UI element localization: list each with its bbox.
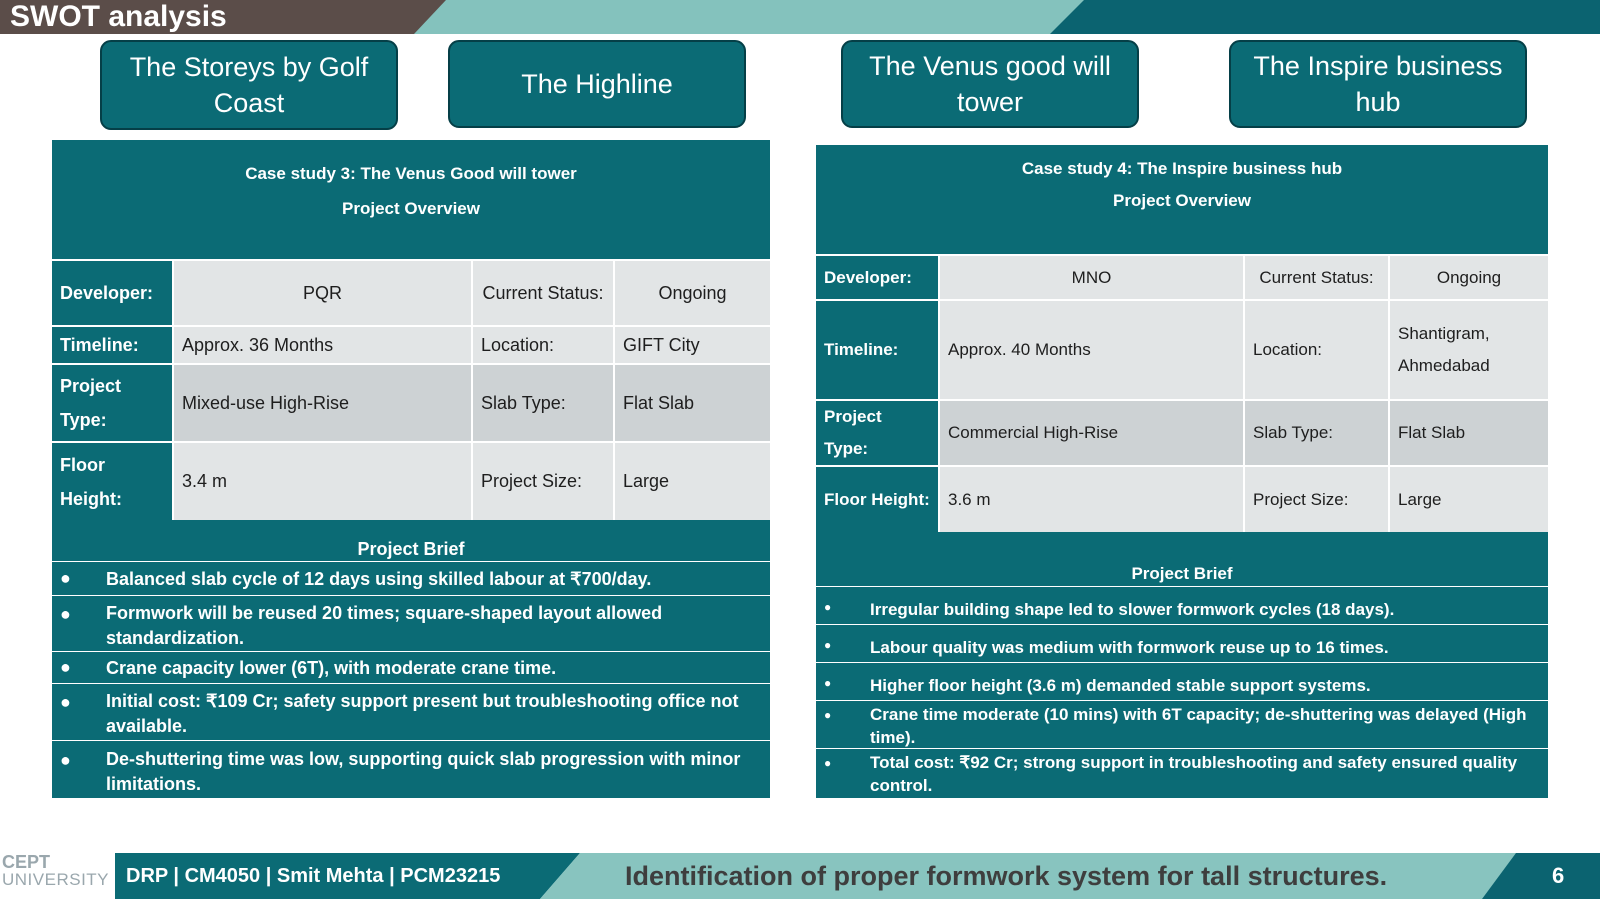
case-study-4-overview-label: Project Overview bbox=[1113, 191, 1251, 210]
list-item bbox=[52, 683, 770, 741]
tab-storeys[interactable]: The Storeys by Golf Coast bbox=[100, 40, 398, 130]
project-brief-title: Project Brief bbox=[357, 539, 465, 559]
timeline-value: Approx. 36 Months bbox=[173, 326, 472, 364]
brief-item-text: Total cost: ₹92 Cr; strong support in troubleshooting and safety ensured quality control. bbox=[870, 753, 1518, 795]
slab-type-label: Slab Type: bbox=[472, 364, 614, 442]
tab-inspire[interactable]: The Inspire business hub bbox=[1229, 40, 1527, 128]
project-size-value: Large bbox=[1389, 466, 1548, 532]
timeline-value: Approx. 40 Months bbox=[939, 300, 1244, 400]
bullet-icon: ● bbox=[60, 604, 71, 624]
bullet-icon: ● bbox=[824, 638, 832, 652]
location-value: GIFT City bbox=[614, 326, 770, 364]
list-item bbox=[816, 624, 1548, 663]
case-study-4-title: Case study 4: The Inspire business hub bbox=[1021, 159, 1343, 178]
list-item bbox=[52, 561, 770, 596]
project-size-label: Project Size: bbox=[472, 442, 614, 520]
list-item bbox=[816, 748, 1548, 799]
status-label: Current Status: bbox=[472, 260, 614, 326]
bullet-icon: ● bbox=[60, 692, 71, 712]
bullet-icon: ● bbox=[824, 756, 832, 770]
bullet-icon: ● bbox=[60, 568, 71, 588]
brief-item-text: De-shuttering time was low, supporting quick slab progression with minor limitations. bbox=[106, 749, 741, 794]
location-label: Location: bbox=[1244, 300, 1389, 400]
brief-item-text: Labour quality was medium with formwork reuse up to 16 times. bbox=[870, 638, 1389, 657]
slab-type-label: Slab Type: bbox=[1244, 400, 1389, 466]
cept-university-logo bbox=[0, 852, 114, 892]
logo-wordmark-top: CEPT bbox=[2, 852, 51, 872]
project-type-label: Project Type: bbox=[52, 364, 173, 442]
table-row bbox=[816, 255, 1548, 300]
status-value: Ongoing bbox=[1389, 255, 1548, 300]
list-item bbox=[52, 740, 770, 799]
floor-height-value: 3.4 m bbox=[173, 442, 472, 520]
case-study-3-title: Case study 3: The Venus Good will tower bbox=[245, 164, 577, 183]
floor-height-value: 3.6 m bbox=[939, 466, 1244, 532]
bullet-icon: ● bbox=[60, 657, 71, 677]
status-label: Current Status: bbox=[1244, 255, 1389, 300]
bullet-icon: ● bbox=[824, 676, 832, 690]
case-study-3-overview-table bbox=[52, 259, 770, 520]
case-study-4-panel bbox=[816, 145, 1548, 798]
table-row bbox=[816, 466, 1548, 532]
brief-item-text: Crane time moderate (10 mins) with 6T capacity; de-shuttering was delayed (High time). bbox=[870, 705, 1527, 747]
project-size-label: Project Size: bbox=[1244, 466, 1389, 532]
developer-value: PQR bbox=[173, 260, 472, 326]
table-row bbox=[52, 442, 770, 520]
bullet-icon: ● bbox=[824, 708, 832, 722]
footer-topic: Identification of proper formwork system for tall structures. bbox=[625, 861, 1388, 891]
floor-height-label: Floor Height: bbox=[816, 466, 939, 532]
status-value: Ongoing bbox=[614, 260, 770, 326]
page-title: SWOT analysis bbox=[10, 0, 227, 33]
footer-course-info: DRP | CM4050 | Smit Mehta | PCM23215 bbox=[126, 865, 501, 887]
tab-highline[interactable]: The Highline bbox=[448, 40, 746, 128]
location-value: Shantigram, Ahmedabad bbox=[1389, 300, 1548, 400]
table-row bbox=[816, 400, 1548, 466]
case-study-3-overview-label: Project Overview bbox=[342, 199, 480, 218]
list-item bbox=[52, 651, 770, 684]
timeline-label: Timeline: bbox=[52, 326, 173, 364]
case-study-3-panel bbox=[52, 140, 770, 798]
page-number: 6 bbox=[1552, 863, 1565, 888]
table-row bbox=[52, 364, 770, 442]
table-row bbox=[816, 300, 1548, 400]
header-accent bbox=[1050, 0, 1600, 34]
slab-type-value: Flat Slab bbox=[1389, 400, 1548, 466]
table-row bbox=[52, 260, 770, 326]
project-size-value: Large bbox=[614, 442, 770, 520]
project-type-value: Mixed-use High-Rise bbox=[173, 364, 472, 442]
developer-label: Developer: bbox=[52, 260, 173, 326]
project-type-label: Project Type: bbox=[816, 400, 939, 466]
brief-item-text: Balanced slab cycle of 12 days using skilled labour at ₹700/day. bbox=[106, 569, 652, 589]
brief-item-text: Crane capacity lower (6T), with moderate crane time. bbox=[106, 658, 557, 678]
tab-venus[interactable]: The Venus good will tower bbox=[841, 40, 1139, 128]
developer-label: Developer: bbox=[816, 255, 939, 300]
brief-item-text: Higher floor height (3.6 m) demanded stable support systems. bbox=[870, 676, 1371, 695]
table-row bbox=[52, 326, 770, 364]
brief-item-text: Irregular building shape led to slower formwork cycles (18 days). bbox=[870, 600, 1395, 619]
list-item bbox=[816, 662, 1548, 701]
bullet-icon: ● bbox=[824, 600, 832, 614]
bullet-icon: ● bbox=[60, 750, 71, 770]
project-type-value: Commercial High-Rise bbox=[939, 400, 1244, 466]
developer-value: MNO bbox=[939, 255, 1244, 300]
list-item bbox=[816, 586, 1548, 625]
location-label: Location: bbox=[472, 326, 614, 364]
brief-item-text: Formwork will be reused 20 times; square-shaped layout allowed standardization. bbox=[106, 603, 663, 648]
floor-height-label: Floor Height: bbox=[52, 442, 173, 520]
slab-type-value: Flat Slab bbox=[614, 364, 770, 442]
list-item bbox=[816, 700, 1548, 749]
project-brief-title: Project Brief bbox=[1131, 564, 1233, 583]
timeline-label: Timeline: bbox=[816, 300, 939, 400]
case-study-4-overview-table bbox=[816, 254, 1548, 532]
list-item bbox=[52, 595, 770, 652]
brief-item-text: Initial cost: ₹109 Cr; safety support present but troubleshooting office not available. bbox=[106, 691, 739, 736]
logo-wordmark-bottom: UNIVERSITY bbox=[2, 870, 110, 889]
